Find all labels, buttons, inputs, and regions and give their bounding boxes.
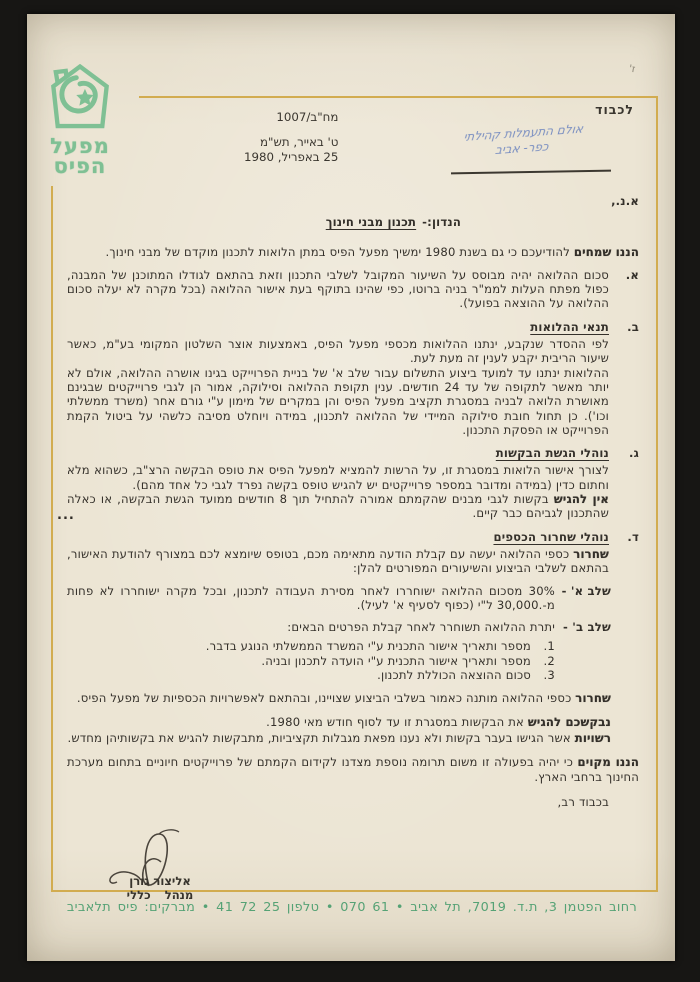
deadline-paragraph: נבקשכם להגיש את הבקשות במסגרת זו עד לסוף חודש מאי 1980. — [266, 714, 611, 729]
mifal-hapayis-logo — [47, 64, 113, 176]
date-gregorian: 25 באפריל, 1980 — [244, 150, 339, 164]
section-a-label: א. — [625, 267, 639, 282]
subject-line — [67, 215, 461, 229]
logo-wordmark-line2: הפיס — [53, 154, 107, 178]
stage-b-requirements-list — [67, 639, 555, 682]
section-a-text: סכום ההלואה יהיה מבוסס על השיעור המקובל לשלבי התכנון וזאת בהתאם לגודלו המתוכנן של המבנה, כפול מפתח העלות לממ"ר בניה ברוטו, כפי שהינו בתוקף בעת אישור ההלואה (בכל מקרה לא יעלה סכום ההלואה על ההוצאה בפועל). — [67, 267, 609, 311]
stage-a-row — [67, 584, 611, 613]
reference-number: מח"ב/1007 — [276, 110, 339, 124]
house-spiral-star-icon — [47, 64, 113, 136]
section-d-title: נוהלי שחרור הכספים — [493, 529, 609, 544]
section-c-paragraph-2: אין להגיש בקשות לגבי מבנים שהקמתם אמורה להתחיל תוך 8 חודשים ממועד הגשת הבקשה, או כאלה שהתכנון לגביהם כבר קיים. — [67, 492, 610, 521]
section-c — [67, 446, 639, 520]
section-c-label: ג. — [629, 446, 639, 461]
release-conditions-paragraph: שחרור כספי ההלואה מותנה כאמור בשלבי הביצוע שצויינו, ובהתאם לאפשרויות הכספיות של מפעל הפיס. — [76, 691, 611, 706]
stage-b-label: שלב ב' - — [563, 620, 611, 635]
section-a — [67, 268, 639, 311]
resubmission-paragraph: רשויות אשר הגישו בעבר בקשות ולא נענו מפאת מגבלות תקציביות, מתבקשות להגיש את בקשותיהן מחדש. — [67, 730, 611, 745]
subject-text: תכנון מבני חינוך — [325, 215, 417, 230]
section-b — [67, 320, 639, 437]
section-d-intro: שחרור כספי ההלואה יעשה עם קבלת הודעה מתאימה מכם, בטופס שיומצא לכם במצורף להודעת האישור, בהתאם לשלבי הביצוע והשיעורים המפורטים להלן: — [67, 546, 609, 576]
letter-body — [67, 194, 639, 809]
section-b-title: תנאי ההלואות — [530, 319, 609, 334]
signature-block — [85, 832, 235, 902]
section-b-paragraph-1: לפי ההסדר שנקבע, ינתנו ההלואות מכספי מפעל הפיס, באמצעות אוצר השלטון המקומי בע"מ, כאשר שיעור הריבית יקבע לענין זה מעת לעת. — [67, 337, 609, 366]
scanned-letter-page — [27, 14, 675, 961]
stage-b-text: יתרת ההלואה תשוחרר לאחר קבלת הפרטים הבאים: — [287, 620, 555, 635]
logo-wordmark-line1: מפעל — [50, 134, 110, 158]
stage-a-text: 30% מסכום ההלואה ישוחררו לאחר מסירת העבודה לתכנון, ובכל מקרה ישוחררו לא פחות מ-.30,000 ל"י (כפוף לסעיף א' לעיל). — [67, 583, 555, 612]
date-hebrew: ט' באייר, תש"מ — [260, 135, 339, 149]
list-item: 3. סכום ההוצאה הכוללת לתכנון. — [377, 668, 555, 683]
intro-paragraph: הננו שמחים להודיעכם כי גם בשנת 1980 ימשיך מפעל הפיס במתן הלואות לתכנון מוקדם של מבני חינוך. — [105, 244, 639, 259]
section-c-title: נוהלי הגשת הבקשות — [495, 446, 609, 461]
handwritten-note: אולם התעמלות קהילתי כפר- אביב — [463, 121, 584, 157]
letterhead-footer-address: רחוב הפטמן 3, ת.ד. 7019, תל אביב • 61 070 • טלפון 25 72 41 • מברקים: פיס תלאביב — [66, 900, 638, 915]
handwritten-corner-mark: ז' — [628, 63, 636, 76]
salutation: א.נ., — [611, 194, 639, 208]
frame-top-line — [139, 96, 658, 98]
section-c-paragraph-1: לצורך אישור הלואות במסגרת זו, על הרשות להמציא למפעל הפיס את טופס הבקשה הרצ"ב, כשהוא מלא וחתום כדין (במידה ומדובר במספר פרוייקטים יש להגיש טופס בקשה נפרד לגבי כל אחד מהם). — [67, 463, 609, 492]
section-b-label: ב. — [627, 319, 639, 334]
frame-left-line — [51, 186, 53, 890]
section-d-label: ד. — [627, 529, 639, 544]
frame-right-line — [656, 96, 658, 890]
signatory-title: מנהל כללי — [126, 888, 194, 902]
section-d — [67, 530, 639, 576]
margin-dots-annotation: ... — [57, 508, 75, 523]
hope-paragraph: הננו מקוים כי יהיה בפעולה זו משום תרומה נוספת מצדנו לקידום הקמתם של פרוייקטים חיוניים בתחום מערכת החינוך ברחבי הארץ. — [67, 755, 639, 784]
stage-a-label: שלב א' - — [561, 583, 611, 598]
section-b-paragraph-2: ההלואות ינתנו עד למועד ביצוע התשלום עבור שלב א' של בניית הפרוייקט בגינו אושרה ההלואה, אולם לא יותר מאשר לתקופה של עד 24 חודשים. ענין תקופת ההלואה וסילוקה, אמור הן לגבי פרוייקטים שבגינם מאושרת הלואה לבניה במסגרת תקציב מפעל הפיס והן במקרים של מימון ע"י גורם אחר (משרד ממשלתי וכו'). כן תחול חובת סילוקה המיידי של ההלואה לתכנון, במידה ויוחלט מסיבה כלשהי על ביטול הקמת הפרוייקט או הפסקת התכנון. — [67, 365, 610, 437]
stage-b-row — [67, 620, 611, 634]
closing-phrase: בכבוד רב, — [557, 794, 609, 809]
signatory-name: אליצור גורן — [129, 874, 191, 888]
handwritten-note-underline — [451, 170, 611, 175]
to-label: לכבוד — [595, 102, 634, 117]
subject-label: הנדון:- — [422, 215, 461, 230]
reference-date-block — [244, 110, 338, 165]
list-item: 2. מספר ותאריך אישור התכנית ע"י הועדה לתכנון ובניה. — [261, 653, 555, 668]
list-item: 1. מספר ותאריך אישור התכנית ע"י המשרד הממשלתי הנוגע בדבר. — [205, 639, 555, 654]
